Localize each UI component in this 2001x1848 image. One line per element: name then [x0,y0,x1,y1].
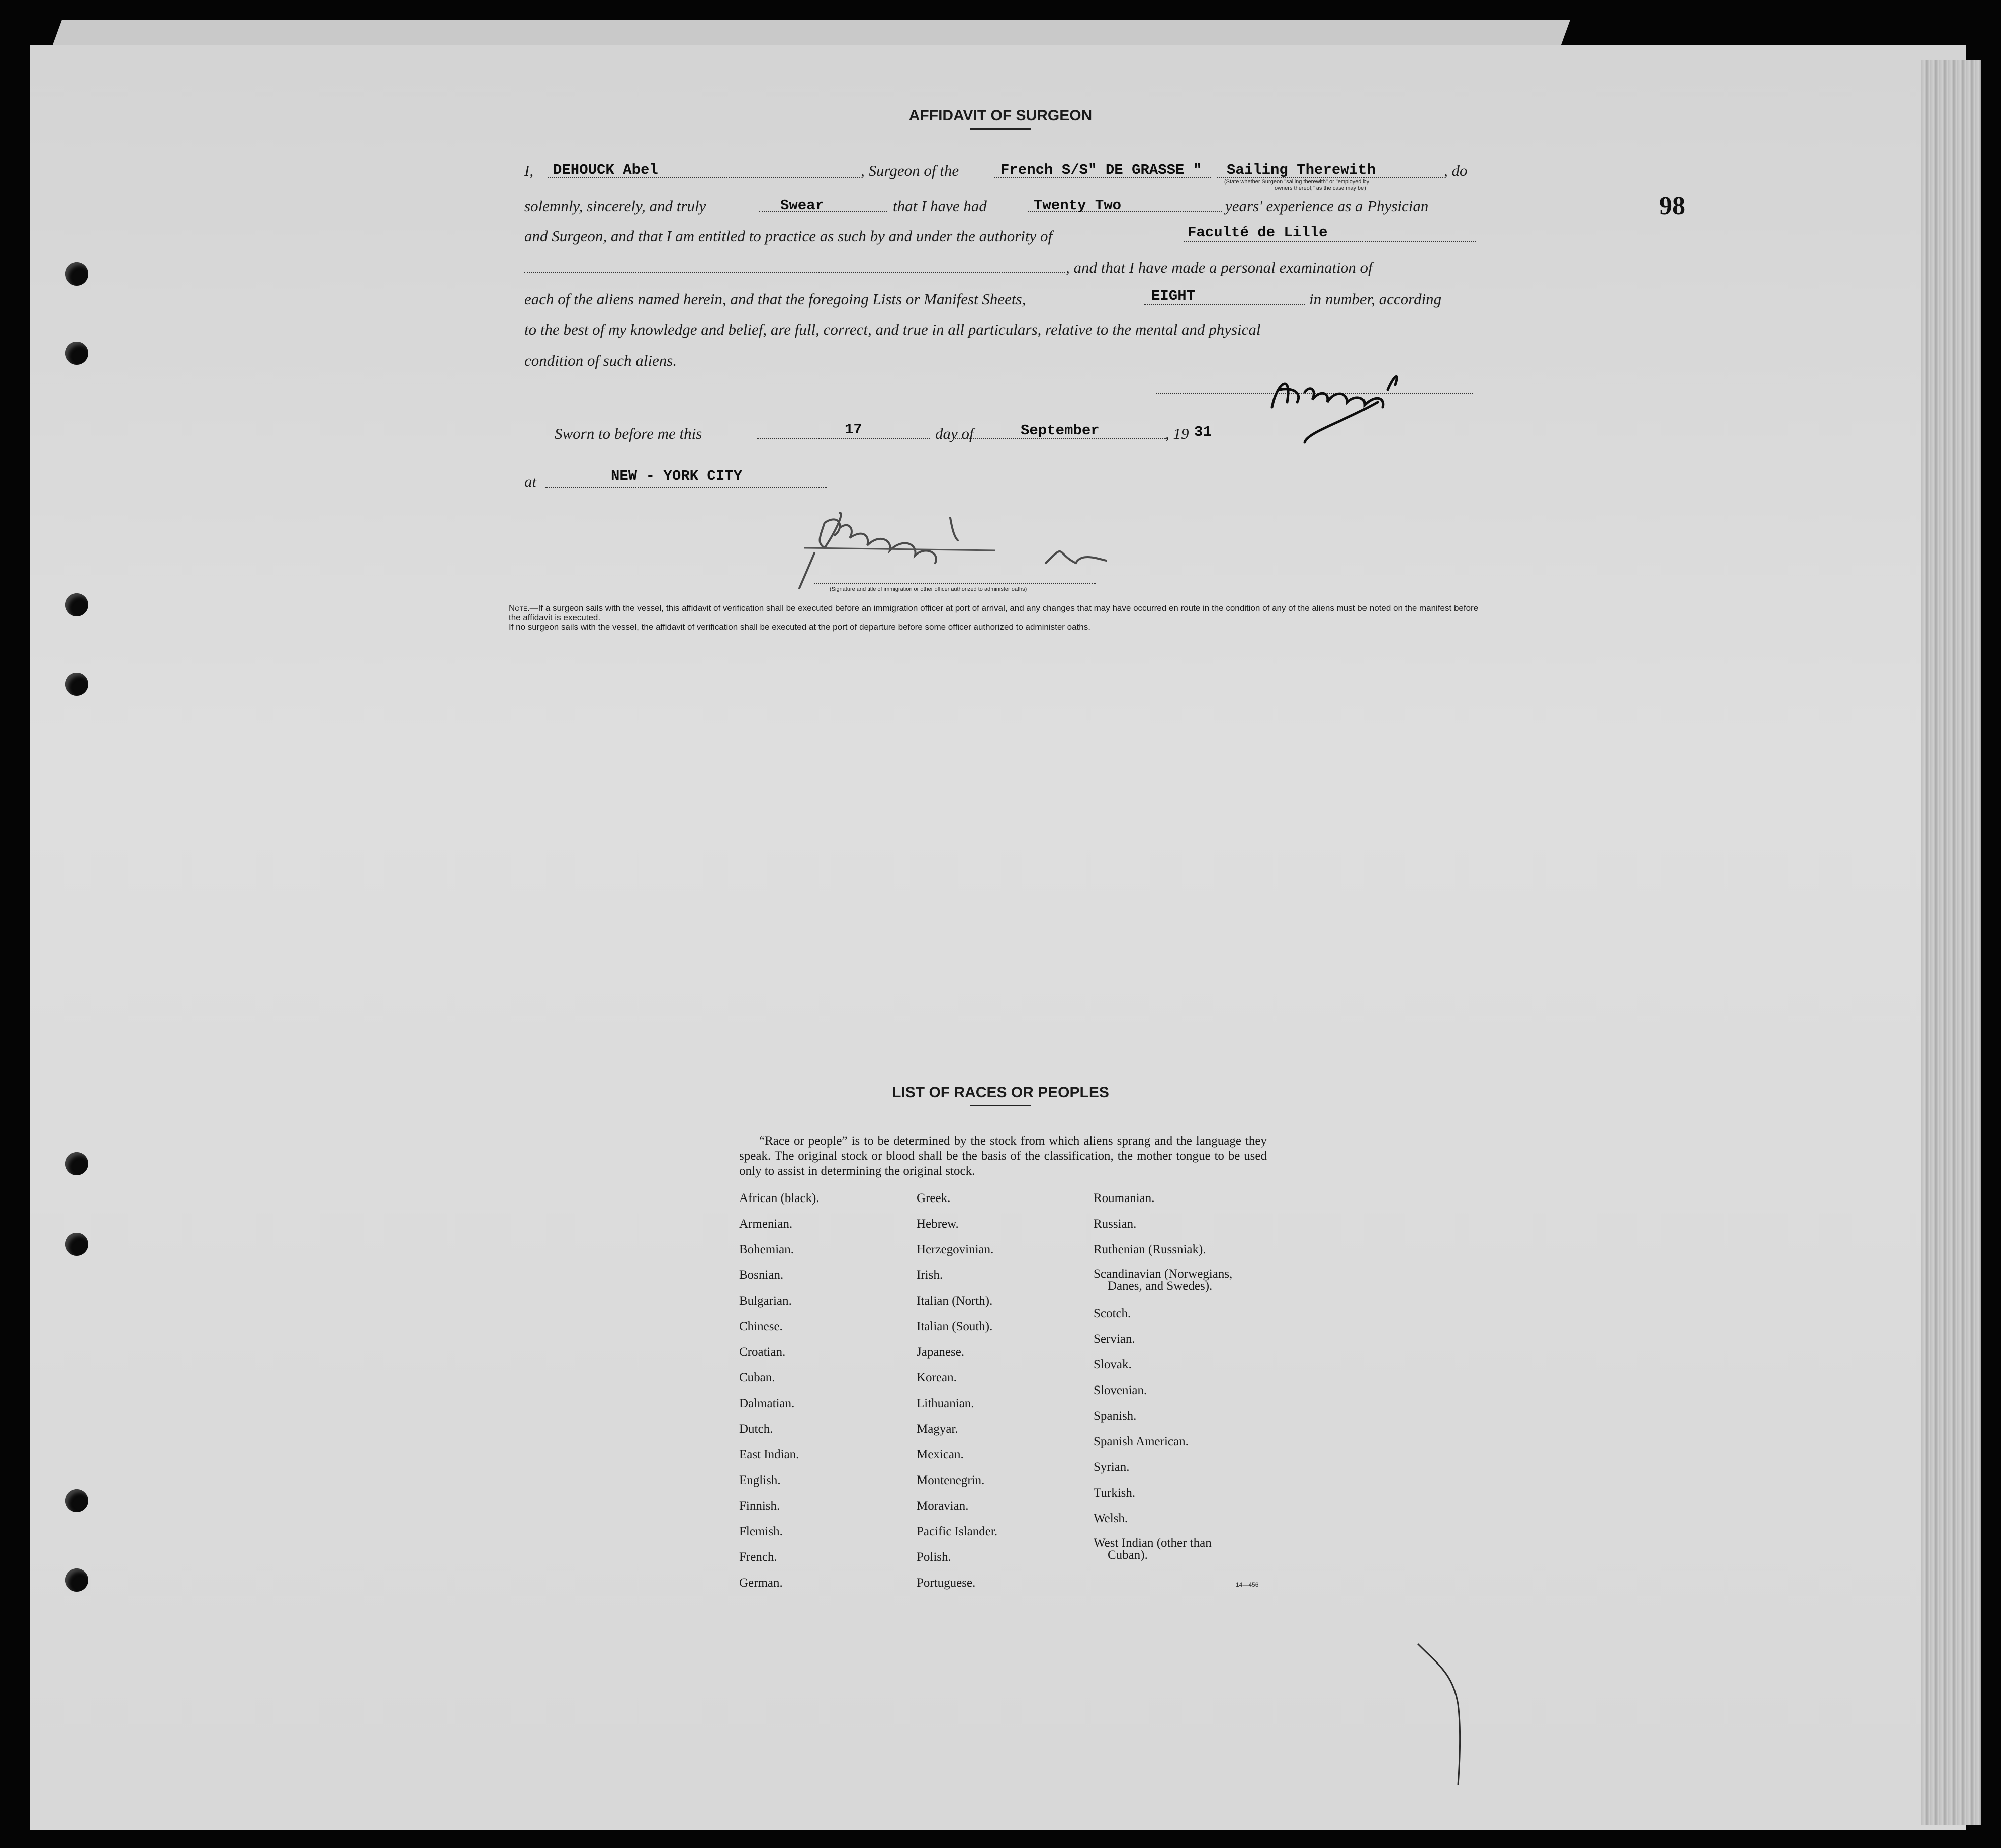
race-item: French. [739,1550,777,1564]
race-item: Portuguese. [917,1576,976,1590]
race-item: Spanish American. [1094,1435,1189,1448]
race-item: Turkish. [1094,1486,1136,1500]
race-item: Pacific Islander. [917,1525,998,1538]
race-item: Polish. [917,1550,951,1564]
page-number: 98 [1659,192,1685,220]
binder-hole [65,1152,88,1175]
at-label: at [524,473,537,490]
sworn-prefix: Sworn to before me this [555,425,702,442]
years: Twenty Two [1034,197,1122,214]
race-item: Ruthenian (Russniak). [1094,1243,1206,1256]
line4-end: , and that I have made a personal examination of [1066,259,1373,276]
year-suffix: 31 [1194,424,1212,440]
stacked-page-edges [1921,60,1981,1825]
race-item: Welsh. [1094,1512,1128,1525]
note-label: Note. [509,603,530,613]
race-item: Cuban. [739,1371,775,1384]
race-item: Korean. [917,1371,957,1384]
race-item: Bohemian. [739,1243,794,1256]
race-item: Mexican. [917,1448,964,1461]
authority-blank [1184,241,1476,242]
race-item-continued: Cuban). [1108,1548,1148,1562]
race-item: Flemish. [739,1525,783,1538]
surgeon-signature [1257,347,1438,447]
race-item: Greek. [917,1191,951,1205]
race-item: Scotch. [1094,1307,1131,1320]
status-note: owners thereof," as the case may be) [1275,185,1366,191]
place-blank [545,487,827,488]
race-item: Italian (South). [917,1320,993,1333]
race-item: Bulgarian. [739,1294,792,1308]
surgeon-name: DEHOUCK Abel [553,162,658,178]
line6: to the best of my knowledge and belief, are full, correct, and true in all particulars, relative to the mental and physical [524,321,1261,338]
race-item: Russian. [1094,1217,1137,1231]
race-item: African (black). [739,1191,820,1205]
race-item: East Indian. [739,1448,799,1461]
sheets-count: EIGHT [1151,288,1196,304]
race-item: Italian (North). [917,1294,993,1308]
race-item: Herzegovinian. [917,1243,994,1256]
races-title: LIST OF RACES OR PEOPLES [892,1084,1109,1101]
race-item: Dutch. [739,1422,773,1436]
race-item: Scandinavian (Norwegians, [1094,1267,1233,1281]
year-prefix: , 19 [1165,425,1189,442]
authority-continued-blank [524,272,1065,273]
officer-signature-line [814,583,1096,584]
binder-hole [65,673,88,696]
race-item: Slovenian. [1094,1383,1147,1397]
race-item: Hebrew. [917,1217,959,1231]
pencil-mark [1408,1639,1528,1800]
line2-mid: that I have had [893,197,987,215]
line5-end: in number, according [1309,290,1442,308]
race-item: Chinese. [739,1320,783,1333]
binder-hole [65,262,88,286]
authority: Faculté de Lille [1188,224,1328,241]
races-column-3 [1094,1191,1232,1562]
officer-signature [784,493,1166,593]
race-item: Magyar. [917,1422,958,1436]
race-item: Finnish. [739,1499,780,1513]
race-item: Japanese. [917,1345,965,1359]
race-item-continued: Danes, and Swedes). [1108,1279,1213,1293]
note-paragraph-2: If no surgeon sails with the vessel, the affidavit of verification shall be executed at the port of departure before some officer authorized to administer oaths. [509,622,1090,632]
line1-prefix: I, [524,162,534,179]
vessel-name: French S/S" DE GRASSE " [1000,162,1202,178]
line1-mid: , Surgeon of the [861,162,959,179]
sworn-place: NEW - YORK CITY [611,468,743,484]
status-note: (State whether Surgeon "sailing therewith" or "employed by [1224,179,1370,185]
binder-hole [65,342,88,365]
line2-end: years' experience as a Physician [1225,197,1429,215]
sworn-month: September [1021,422,1100,439]
races-title-underline [970,1105,1031,1106]
oath: Swear [780,197,825,214]
race-item: Servian. [1094,1332,1135,1346]
races-column-2 [917,1191,997,1602]
sailing-status: Sailing Therewith [1227,162,1376,178]
title-underline [970,128,1031,130]
race-item: Dalmatian. [739,1397,795,1410]
race-item: Moravian. [917,1499,969,1513]
race-item: West Indian (other than [1094,1536,1212,1550]
races-intro: “Race or people” is to be determined by the stock from which aliens sprang and the language they speak. The original stock or blood shall be the basis of the classification, the mother tongue to be used only to assist in determining the original stock. [739,1134,1267,1178]
binder-hole [65,593,88,616]
officer-caption: (Signature and title of immigration or other officer authorized to administer oaths) [830,586,1027,592]
binder-hole [65,1233,88,1256]
document-page [30,45,1966,1830]
race-item: Armenian. [739,1217,793,1231]
binder-hole [65,1568,88,1592]
affidavit-title: AFFIDAVIT OF SURGEON [908,107,1093,124]
race-item: Syrian. [1094,1460,1130,1474]
form-code: 14—456 [1236,1581,1259,1588]
race-item: Lithuanian. [917,1397,974,1410]
note-paragraph-1: —If a surgeon sails with the vessel, this affidavit of verification shall be executed before an immigration officer at port of arrival, and any changes that may have occurred en route in the condition of any of the aliens must be noted on the manifest before the affidavit is executed. [509,603,1479,622]
line2-prefix: solemnly, sincerely, and truly [524,197,706,215]
line3-prefix: and Surgeon, and that I am entitled to practice as such by and under the authority of [524,227,1053,245]
day-blank [757,438,930,439]
binder-hole [65,1489,88,1512]
race-item: Roumanian. [1094,1191,1155,1205]
races-column-1 [739,1191,820,1602]
line5-prefix: each of the aliens named herein, and that the foregoing Lists or Manifest Sheets, [524,290,1026,308]
line1-end: , do [1444,162,1468,179]
sheets-blank [1144,304,1305,305]
day-of-label: day of [935,425,974,442]
race-item: Croatian. [739,1345,786,1359]
race-item: Bosnian. [739,1268,784,1282]
race-item: Irish. [917,1268,943,1282]
race-item: German. [739,1576,783,1590]
race-item: Slovak. [1094,1358,1132,1371]
race-item: Montenegrin. [917,1473,985,1487]
race-item: English. [739,1473,781,1487]
race-item: Spanish. [1094,1409,1137,1423]
sworn-day: 17 [845,421,862,438]
affidavit-note [509,603,1479,632]
line7: condition of such aliens. [524,352,677,369]
